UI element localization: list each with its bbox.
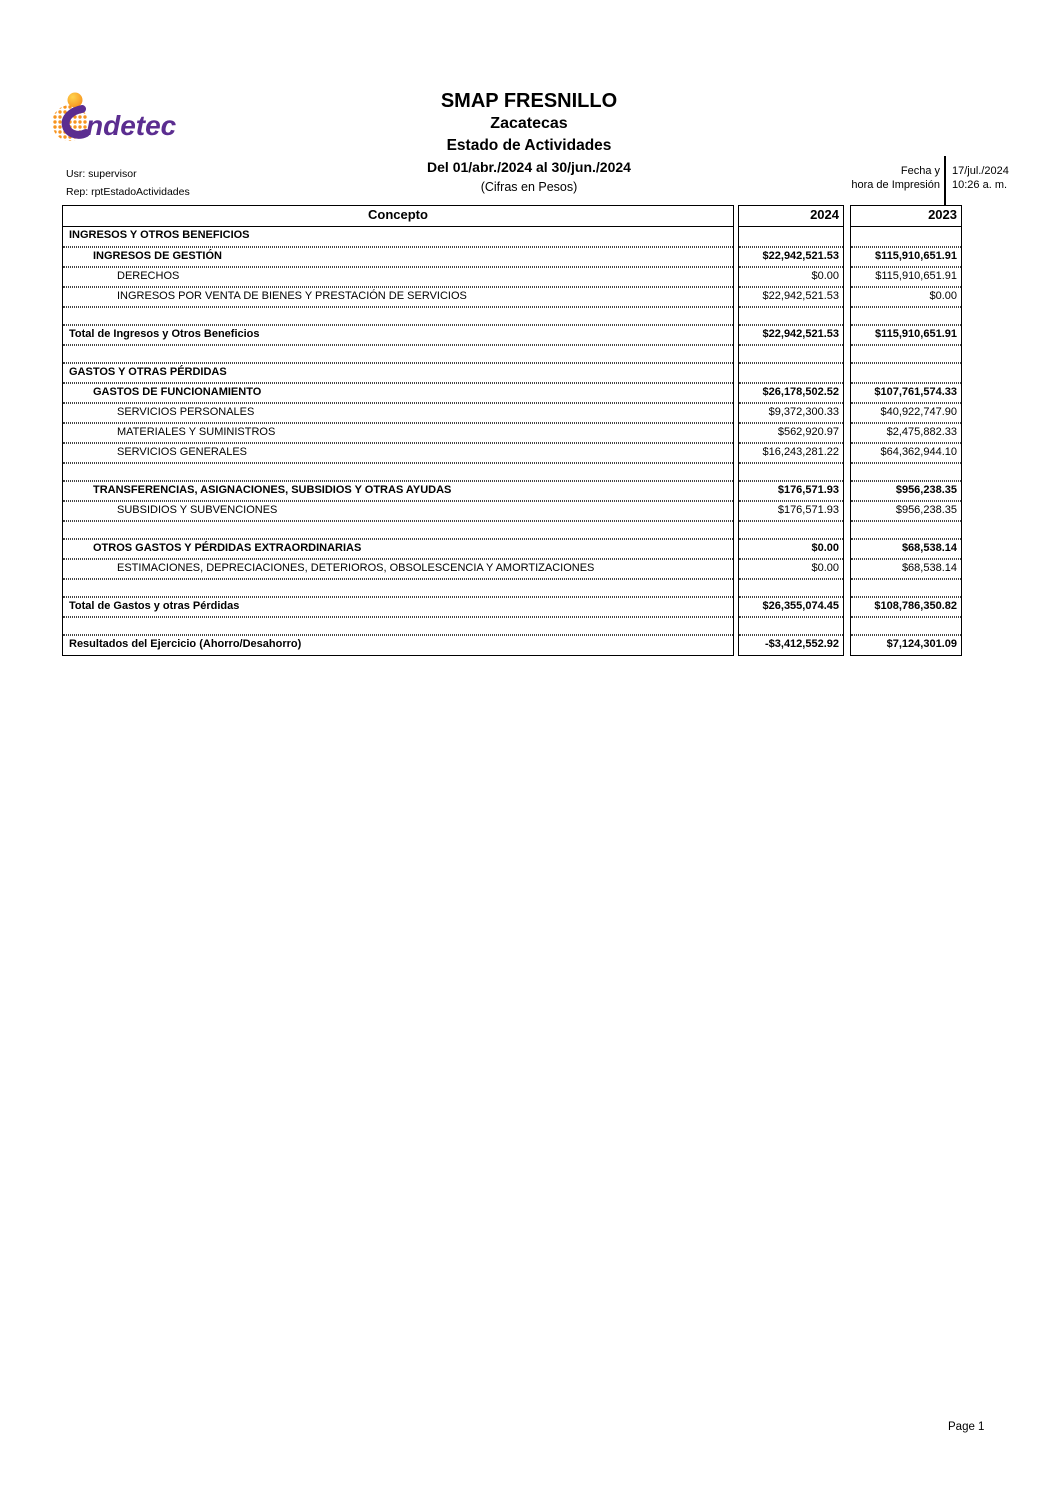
row-spacer [851,579,961,597]
row-spacer [739,521,843,539]
row-value-2024: $176,571.93 [739,501,843,521]
row-value-2023: $68,538.14 [851,559,961,579]
row-spacer [63,521,733,539]
report-title: Estado de Actividades [446,137,612,154]
row-spacer [739,617,843,635]
row-spacer [739,579,843,597]
concept-column-body [62,227,734,656]
row-value-2023: $115,910,651.91 [851,247,961,267]
row-value-2023: $64,362,944.10 [851,443,961,463]
print-date: 17/jul./2024 [952,165,1009,177]
organization-name: SMAP FRESNILLO [440,90,618,112]
row-label: GASTOS Y OTRAS PÉRDIDAS [63,363,733,383]
row-value-2023: $40,922,747.90 [851,403,961,423]
row-value-2024: $562,920.97 [739,423,843,443]
row-value-2023 [851,363,961,383]
row-spacer [739,463,843,481]
row-spacer [739,345,843,363]
print-label-line1: Fecha y [900,165,940,177]
state-name: Zacatecas [490,115,568,132]
year-2024-column [738,205,844,656]
row-label: SUBSIDIOS Y SUBVENCIONES [63,501,733,521]
row-value-2023: $956,238.35 [851,481,961,501]
row-value-2023: $7,124,301.09 [851,635,961,655]
row-label: Total de Gastos y otras Pérdidas [63,597,733,617]
row-value-2024: $22,942,521.53 [739,247,843,267]
print-date-divider [944,156,946,205]
row-label: Total de Ingresos y Otros Beneficios [63,325,733,345]
row-label: MATERIALES Y SUMINISTROS [63,423,733,443]
concept-column [62,205,734,656]
logo-text: ndetec [86,110,177,141]
row-value-2024: $0.00 [739,267,843,287]
column-header-2023: 2023 [850,205,962,227]
row-spacer [851,307,961,325]
row-label: TRANSFERENCIAS, ASIGNACIONES, SUBSIDIOS Y OTRAS AYUDAS [63,481,733,501]
row-spacer [63,307,733,325]
row-value-2024: $0.00 [739,539,843,559]
row-spacer [63,617,733,635]
row-value-2023: $108,786,350.82 [851,597,961,617]
row-value-2024: $26,178,502.52 [739,383,843,403]
row-spacer [63,463,733,481]
row-value-2023: $107,761,574.33 [851,383,961,403]
row-value-2023: $2,475,882.33 [851,423,961,443]
user-label: Usr: supervisor [66,168,137,180]
row-spacer [851,617,961,635]
row-spacer [63,579,733,597]
row-label: ESTIMACIONES, DEPRECIACIONES, DETERIOROS, OBSOLESCENCIA Y AMORTIZACIONES [63,559,733,579]
statement-table [62,205,962,656]
row-value-2023: $956,238.35 [851,501,961,521]
row-label: DERECHOS [63,267,733,287]
row-value-2024 [739,363,843,383]
year-2023-column-body [850,227,962,656]
row-value-2023: $115,910,651.91 [851,267,961,287]
row-spacer [739,307,843,325]
row-label: INGRESOS POR VENTA DE BIENES Y PRESTACIÓN DE SERVICIOS [63,287,733,307]
row-spacer [851,345,961,363]
row-label: GASTOS DE FUNCIONAMIENTO [63,383,733,403]
column-header-2024: 2024 [738,205,844,227]
row-value-2024: -$3,412,552.92 [739,635,843,655]
row-value-2024: $26,355,074.45 [739,597,843,617]
print-date-values [952,164,1042,192]
row-value-2024: $176,571.93 [739,481,843,501]
row-label: INGRESOS Y OTROS BENEFICIOS [63,227,733,247]
year-2023-column [850,205,962,656]
report-id-label: Rep: rptEstadoActividades [66,186,190,198]
report-period: Del 01/abr./2024 al 30/jun./2024 [427,159,631,175]
print-date-labels [780,164,940,192]
row-spacer [851,463,961,481]
row-value-2024: $16,243,281.22 [739,443,843,463]
row-value-2024: $22,942,521.53 [739,325,843,345]
row-label: INGRESOS DE GESTIÓN [63,247,733,267]
user-report-info [66,165,190,201]
row-value-2023 [851,227,961,247]
row-value-2024: $9,372,300.33 [739,403,843,423]
row-spacer [63,345,733,363]
row-spacer [851,521,961,539]
row-label: Resultados del Ejercicio (Ahorro/Desahorro) [63,635,733,655]
year-2024-column-body [738,227,844,656]
page-number: Page 1 [948,1421,985,1433]
row-value-2024 [739,227,843,247]
row-value-2024: $22,942,521.53 [739,287,843,307]
print-label-line2: hora de Impresión [851,179,940,191]
row-value-2023: $68,538.14 [851,539,961,559]
row-label: SERVICIOS GENERALES [63,443,733,463]
print-time: 10:26 a. m. [952,179,1008,191]
column-header-concept: Concepto [62,205,734,227]
units-note: (Cifras en Pesos) [480,180,578,194]
row-label: SERVICIOS PERSONALES [63,403,733,423]
row-value-2023: $0.00 [851,287,961,307]
row-value-2023: $115,910,651.91 [851,325,961,345]
row-value-2024: $0.00 [739,559,843,579]
row-label: OTROS GASTOS Y PÉRDIDAS EXTRAORDINARIAS [63,539,733,559]
